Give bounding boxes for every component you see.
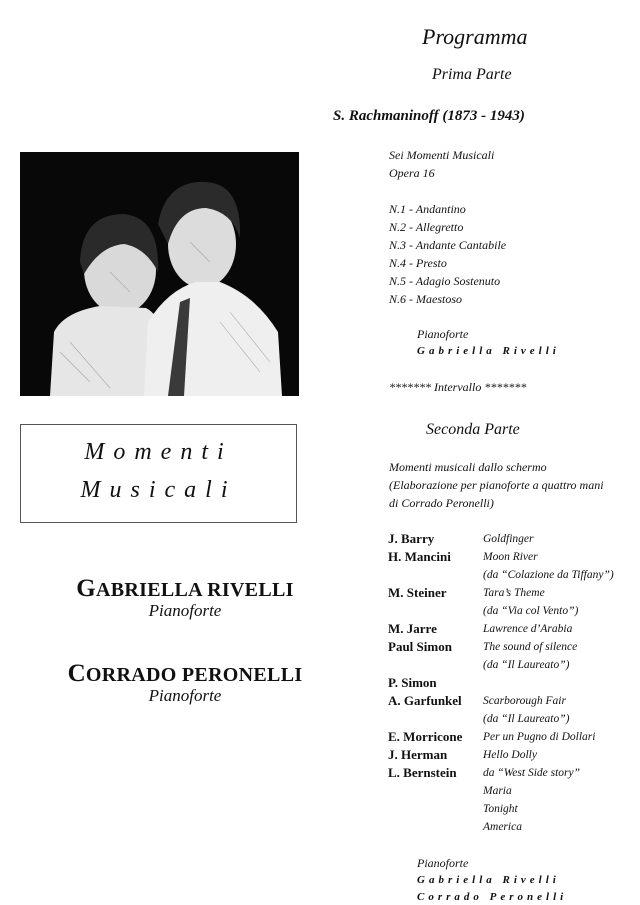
piece-row [388,764,638,782]
piece-title: The sound of silence [483,641,578,653]
piece-composer [388,656,483,674]
piece-title: Moon River [483,551,538,563]
piece-row [388,800,638,818]
part2-performer-1: Gabriella Rivelli [417,874,560,886]
piece-row [388,638,638,656]
movement-item: N.4 - Presto [389,256,447,270]
piece-title: (da “Via col Vento”) [483,605,579,617]
piece-row [388,566,638,584]
performer-1 [20,575,350,621]
piece-composer: M. Jarre [388,621,437,636]
piece-title: (da “Il Laureato”) [483,713,570,725]
part2-performer-2: Corrado Peronelli [417,891,568,903]
desc-line: di Corrado Peronelli) [389,496,494,510]
part1-composer: S. Rachmaninoff (1873 - 1943) [333,108,525,124]
movement-item: N.5 - Adagio Sostenuto [389,274,501,288]
piece-row [388,548,638,566]
intermission: ******* Intervallo ******* [389,380,527,394]
piece-composer [388,818,483,836]
part2-piece-list [388,530,638,836]
piece-title: Goldfinger [483,533,534,545]
piece-composer: Paul Simon [388,639,452,654]
piece-title: (da “Colazione da Tiffany”) [483,569,614,581]
movement-list [389,200,506,308]
performer-1-role: Pianoforte [148,601,222,620]
piece-row [388,728,638,746]
piece-row [388,746,638,764]
piece-title: da “West Side story” [483,767,581,779]
movement-item: N.6 - Maestoso [389,292,462,306]
desc-line: Momenti musicali dallo schermo [389,460,547,474]
performer-1-name: GABRIELLA RIVELLI [76,575,294,602]
part2-description [389,458,634,512]
piece-composer [388,602,483,620]
desc-line: (Elaborazione per pianoforte a quattro mani [389,478,604,492]
work-opus: Opera 16 [389,166,435,180]
piece-title: (da “Il Laureato”) [483,659,570,671]
piece-row [388,674,638,692]
movement-item: N.2 - Allegretto [389,220,464,234]
piece-composer: E. Morricone [388,729,463,744]
part2-heading: Seconda Parte [426,421,520,438]
performer-2-role: Pianoforte [148,686,222,705]
part1-performer: Gabriella Rivelli [417,345,560,357]
part1-work [389,146,494,182]
piece-row [388,818,638,836]
piece-title: Lawrence d’Arabia [483,623,573,635]
part1-instrument: Pianoforte [417,327,469,341]
movement-item: N.3 - Andante Cantabile [389,238,507,252]
concert-title-line1: Momenti [84,439,233,465]
concert-title-box [20,424,297,523]
movement-item: N.1 - Andantino [389,202,466,216]
piece-title: Scarborough Fair [483,695,566,707]
piece-title: Maria [483,785,512,797]
piece-composer [388,782,483,800]
piece-title: Tonight [483,803,518,815]
piece-composer [388,566,483,584]
program-title: Programma [422,24,528,49]
part1-heading: Prima Parte [432,66,512,83]
piece-row [388,710,638,728]
piece-composer: J. Barry [388,531,435,546]
piece-row [388,620,638,638]
photo-sketch [20,152,299,396]
performer-2-name: CORRADO PERONELLI [67,660,303,687]
piece-composer: M. Steiner [388,585,447,600]
work-title: Sei Momenti Musicali [389,148,495,162]
piece-title: Tara’s Theme [483,587,545,599]
part2-instrument: Pianoforte [417,856,469,870]
piece-row [388,656,638,674]
piece-row [388,584,638,602]
piece-row [388,530,638,548]
performer-2 [20,660,350,706]
piece-composer: J. Herman [388,747,448,762]
piece-composer: L. Bernstein [388,765,457,780]
piece-composer [388,800,483,818]
performers-photo [20,152,299,396]
concert-title-line2: Musicali [80,477,237,503]
piece-composer: H. Mancini [388,549,451,564]
piece-composer: P. Simon [388,675,437,690]
piece-title: Per un Pugno di Dollari [483,731,596,743]
piece-composer: A. Garfunkel [388,693,462,708]
piece-row [388,692,638,710]
piece-composer [388,710,483,728]
piece-title: America [483,821,522,833]
piece-row [388,602,638,620]
piece-title: Hello Dolly [483,749,537,761]
piece-row [388,782,638,800]
